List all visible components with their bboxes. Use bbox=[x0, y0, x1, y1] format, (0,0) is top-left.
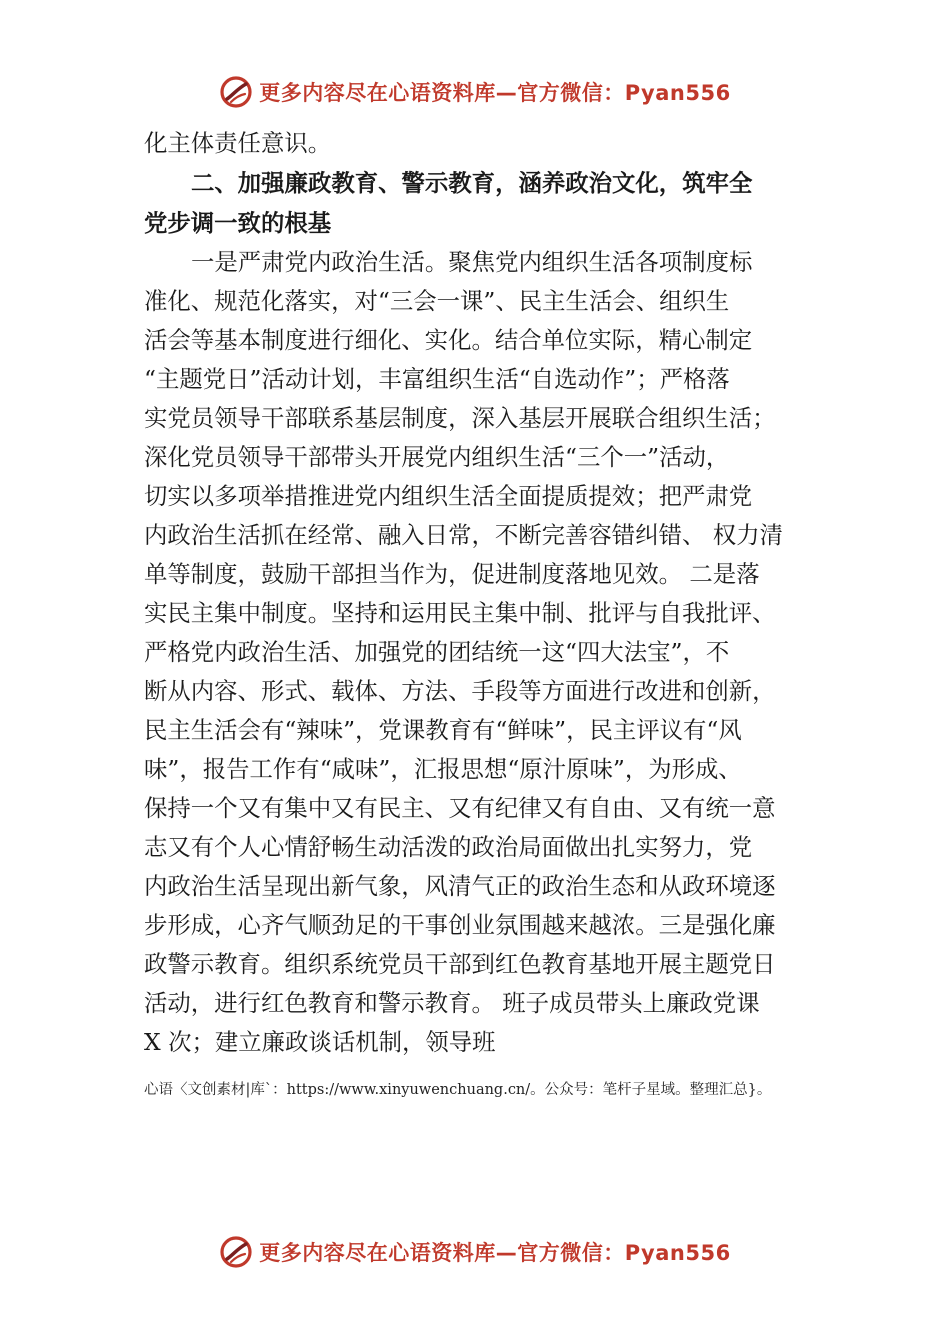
brush-stroke-logo-icon bbox=[219, 1235, 253, 1269]
paragraph-line: 准化、规范化落实，对“三会一课”、民主生活会、组织生 bbox=[144, 287, 730, 315]
paragraph-line: 活动，进行红色教育和警示教育。 班子成员带头上廉政党课 bbox=[144, 989, 760, 1017]
paragraph-line: “主题党日”活动计划，丰富组织生活“自选动作”；严格落 bbox=[144, 365, 730, 393]
brush-stroke-logo-icon bbox=[219, 75, 253, 109]
paragraph-line: 严格党内政治生活、加强党的团结统一这“四大法宝”，不 bbox=[144, 638, 730, 666]
paragraph-line: 味”，报告工作有“咸味”，汇报思想“原汁原味”，为形成、 bbox=[144, 755, 742, 783]
paragraph-line: 化主体责任意识。 bbox=[144, 129, 332, 157]
paragraph-line: 志又有个人心情舒畅生动活泼的政治局面做出扎实努力，党 bbox=[144, 833, 753, 861]
paragraph-line: 民主生活会有“辣味”，党课教育有“鲜味”，民主评议有“风 bbox=[144, 716, 742, 744]
paragraph-line: 保持一个又有集中又有民主、又有纪律又有自由、又有统一意 bbox=[144, 794, 776, 822]
paragraph-line: 步形成，心齐气顺劲足的干事创业氛围越来越浓。三是强化廉 bbox=[144, 911, 776, 939]
banner-text: 更多内容尽在心语资料库—官方微信：Pyan556 bbox=[259, 1241, 731, 1265]
paragraph-line: 实民主集中制度。坚持和运用民主集中制、批评与自我批评、 bbox=[144, 599, 776, 627]
source-note: 心语〈文创素材|库`：https://www.xinyuwenchuang.cn/。公众号：笔杆子星域。整理汇总}。 bbox=[144, 1082, 772, 1098]
paragraph-line: 政警示教育。组织系统党员干部到红色教育基地开展主题党日 bbox=[144, 950, 776, 978]
paragraph-line: 内政治生活抓在经常、融入日常，不断完善容错纠错、 权力清 bbox=[144, 521, 783, 549]
footer-banner bbox=[0, 1232, 950, 1272]
section-heading-line: 二、加强廉政教育、警示教育，涵养政治文化，筑牢全 bbox=[191, 169, 753, 197]
paragraph-line: 单等制度，鼓励干部担当作为，促进制度落地见效。 二是落 bbox=[144, 560, 760, 588]
paragraph-line: 切实以多项举措推进党内组织生活全面提质提效；把严肃党 bbox=[144, 482, 753, 510]
paragraph-line: X 次；建立廉政谈话机制，领导班 bbox=[144, 1028, 496, 1056]
paragraph-line: 活会等基本制度进行细化、实化。结合单位实际，精心制定 bbox=[144, 326, 753, 354]
header-banner bbox=[0, 72, 950, 112]
paragraph-line: 内政治生活呈现出新气象，风清气正的政治生态和从政环境逐 bbox=[144, 872, 776, 900]
paragraph-line: 一是严肃党内政治生活。聚焦党内组织生活各项制度标 bbox=[191, 248, 753, 276]
document-body bbox=[144, 124, 824, 1062]
banner-text: 更多内容尽在心语资料库—官方微信：Pyan556 bbox=[259, 81, 731, 105]
section-heading-line: 党步调一致的根基 bbox=[144, 209, 332, 237]
paragraph-line: 断从内容、形式、载体、方法、手段等方面进行改进和创新， bbox=[144, 677, 776, 705]
paragraph-line: 深化党员领导干部带头开展党内组织生活“三个一”活动， bbox=[144, 443, 730, 471]
paragraph-line: 实党员领导干部联系基层制度，深入基层开展联合组织生活； bbox=[144, 404, 776, 432]
